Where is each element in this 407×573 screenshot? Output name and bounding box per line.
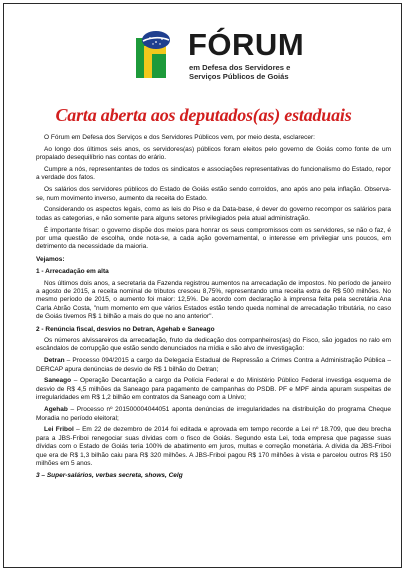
paragraph: Os números alvissareiros da arrecadação, fruto da dedicação dos companheiros(as) do Fisco, são jogados no ralo em escândalos de corrupção que estão sendo denunciados na mídia e são alvo de investigação: [36, 337, 391, 353]
paragraph-intro: O Fórum em Defesa dos Serviços e dos Servidores Públicos vem, por meio desta, esclarecer: [44, 134, 315, 141]
letter-body [36, 134, 391, 484]
detran-text: – Processo 094/2015 a cargo da Delegacia Estadual de Repressão a Crimes Contra a Administração Pública – DERCAP apura denúncias de desvio de R$ 1 bilhão do Detran; [36, 357, 391, 373]
logo-subtitle-line2: Serviços Públicos de Goiás [189, 72, 289, 81]
agehab-text: – Processo nº 201500004044051 aponta denúncias de irregularidades na distribuição do programa Cheque Moradia no período eleitoral; [36, 406, 391, 422]
section-title-renuncia: 2 - Renúncia fiscal, desvios no Detran, Agehab e Saneago [36, 325, 215, 333]
paragraph-lei-friboi [36, 426, 391, 468]
vejamos-label: Vejamos: [36, 255, 65, 263]
forum-logo [132, 26, 402, 96]
paragraph: É importante frisar: o governo dispõe dos meios para honrar os seus compromissos com os servidores, se não o faz, é por uma questão de escolha, onde nota-se, a cada ação governamental, o interesse em privilegiar uns poucos, em detrimento da necessidade da maioria. [36, 226, 391, 251]
section-title-arrecadacao: 1 - Arrecadação em alta [36, 268, 109, 276]
letter-headline: Carta aberta aos deputados(as) estaduais [55, 105, 352, 125]
saneago-text: – Operação Decantação a cargo da Polícia Federal e do Ministério Público Federal investiga esquema de desvio de R$ 4,5 milhões da Saneago para pagamento de campanhas do PSDB. PF e MPF ainda apuram suspeitas de irregularidades em R$ 1,2 bilhão em contratos da Saneago com a Univo; [36, 377, 391, 402]
detran-label: Detran [44, 357, 65, 365]
section-title-super-salarios: 3 – Super-salários, verbas secreta, shows, Celg [36, 472, 183, 480]
document-frame [3, 3, 402, 568]
paragraph-agehab [36, 406, 391, 423]
logo-subtitle-line1: em Defesa dos Servidores e [189, 63, 291, 72]
agehab-label: Agehab [44, 406, 68, 414]
paragraph: Ao longo dos últimos seis anos, os servidores(as) públicos foram eleitos pelo governo de Goiás como fonte de um propalado desequilíbrio nas contas do erário. [36, 145, 391, 162]
paragraph: Os salários dos servidores públicos do Estado de Goiás estão sendo corroídos, ano após ano pela inflação. Observa-se, num movimento inverso, aumento da receita do Estado. [36, 186, 391, 202]
paragraph-saneago [36, 377, 391, 402]
paragraph: Considerando os aspectos legais, como as leis do Piso e da Data-base, é dever do governo recompor os salários para todas as categorias, e não somente para alguns setores privilegiados pela atual administração. [36, 206, 391, 222]
saneago-label: Saneago [44, 377, 72, 385]
paragraph: Cumpre a nós, representantes de todos os sindicatos e associações representativas do funcionalismo do Estado, repor a verdade dos fatos. [36, 166, 391, 182]
logo-title: FÓRUM [188, 27, 305, 62]
lei-friboi-text: – Em 22 de dezembro de 2014 foi editada e aprovada em tempo recorde a Lei nº 18.709, que deu brecha para a JBS-Friboi renegociar suas dívidas com o fisco de Goiás. Segundo esta Lei, toda empresa que pagasse suas dívidas com o Estado de Goiás teria 100% de abatimento em juros, multas e correção monetária. A dívida da JBS-Friboi que era de R$ 1,3 bilhão caiu para R$ 320 milhões. A JBS-Friboi pagou R$ 170 milhões à vista e parcelou outros R$ 150 milhões em 5 anos. [36, 426, 392, 467]
logo-subtitle [189, 63, 339, 81]
paragraph: Nos últimos dois anos, a secretaria da Fazenda registrou aumentos na arrecadação de impostos. No período de janeiro a agosto de 2015, a receita nominal de tributos cresceu 8,75%, representando uma receita extra de R$ 500 milhões. No mesmo período de 2015, o aumento foi maior: 12,5%. De acordo com declaração à imprensa feita pela secretária Ana Carla Abrão Costa, "num momento em que vários Estados estão tendo queda nominal de arrecadação tributária, no caso de Goiás tivemos R$ 1 bilhão a mais do que no ano anterior". [36, 279, 391, 321]
paragraph-detran [36, 357, 391, 374]
forum-emblem-icon [132, 26, 182, 86]
lei-friboi-label: Lei Fribol [44, 426, 74, 434]
